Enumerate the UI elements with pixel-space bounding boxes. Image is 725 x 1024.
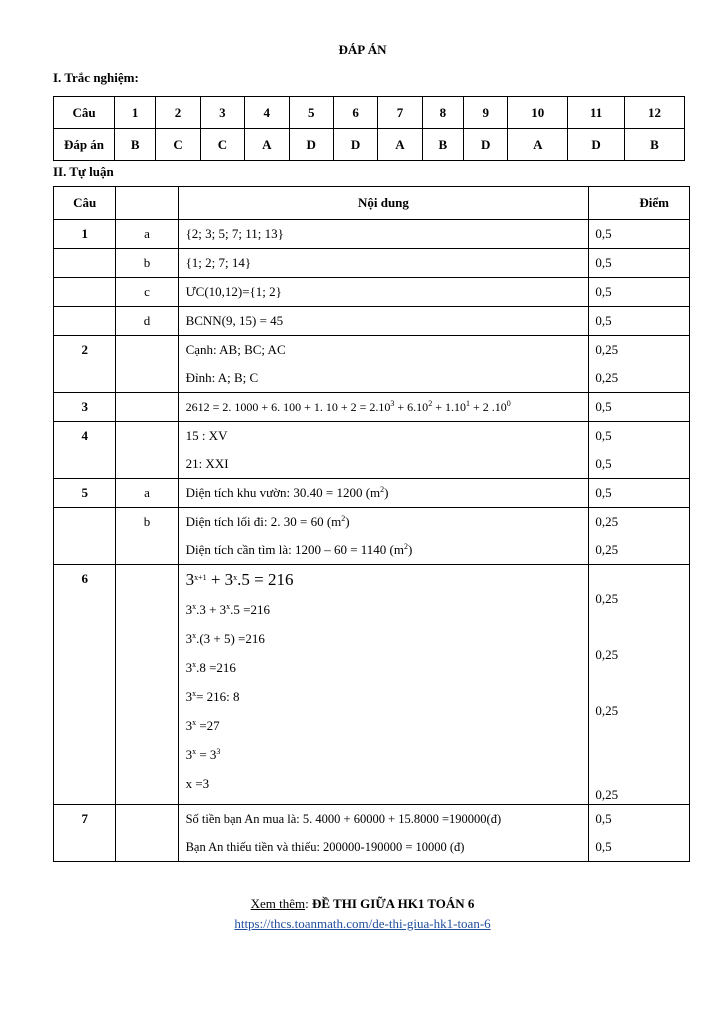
answer-content: 21: XXI — [185, 456, 229, 471]
solution-step: $3^x.8 =216$ — [185, 660, 236, 675]
solution-step: $3^x = 3^3$ — [185, 747, 221, 762]
section-essay-heading: II. Tự luận — [53, 164, 114, 179]
question-number: 6 — [81, 571, 88, 586]
header-noidung: Nội dung — [178, 187, 589, 220]
mc-answer: C — [200, 129, 244, 161]
score: 0,5 — [595, 456, 612, 471]
score: 0,5 — [595, 284, 612, 299]
table-row — [54, 336, 690, 393]
answer-content: Diện tích cần tìm là: 1200 – 60 = 1140 $(m^2)$ — [185, 542, 413, 557]
mc-question-number: 6 — [333, 97, 377, 129]
table-row — [54, 249, 690, 278]
mc-answer: A — [378, 129, 422, 161]
equation: $3^{x+1} + 3^x.5 = 216$ — [185, 570, 294, 589]
see-more-link[interactable]: https://thcs.toanmath.com/de-thi-giua-hk1-toan-6 — [234, 916, 491, 931]
answer-content: Cạnh: AB; BC; AC — [185, 342, 286, 357]
mc-answer: A — [245, 129, 289, 161]
mc-question-number: 8 — [422, 97, 463, 129]
see-more-title: ĐỀ THI GIỮA HK1 TOÁN 6 — [311, 896, 475, 911]
answer-content: Diện tích lối đi: 2. 30 = 60 $(m^2)$ — [185, 514, 350, 529]
score: 0,5 — [595, 811, 612, 826]
score: 0,25 — [595, 542, 619, 557]
score: 0,5 — [595, 485, 612, 500]
table-row — [54, 805, 690, 862]
score: 0,5 — [595, 839, 612, 854]
header-cau: Câu — [54, 187, 116, 220]
sub-part: c — [144, 284, 150, 299]
mc-answer-row — [54, 129, 685, 161]
mc-question-number: 4 — [245, 97, 289, 129]
mc-question-number: 12 — [625, 97, 685, 129]
sub-part: b — [143, 514, 151, 529]
essay-answer-table — [53, 186, 690, 862]
table-row — [54, 565, 690, 805]
mc-question-row — [54, 97, 685, 129]
mc-question-number: 3 — [200, 97, 244, 129]
mc-question-number: 5 — [289, 97, 333, 129]
mc-row-label: Đáp án — [54, 129, 115, 161]
mc-answer: D — [464, 129, 508, 161]
header-diem: Điểm — [589, 187, 690, 220]
essay-header-row — [54, 187, 690, 220]
solution-step: $3^x.(3 + 5) =216$ — [185, 631, 265, 646]
mc-answer: A — [508, 129, 568, 161]
question-number: 3 — [81, 399, 88, 414]
mc-answer: B — [115, 129, 156, 161]
mc-answer: D — [333, 129, 377, 161]
question-number: 1 — [81, 226, 88, 241]
mc-question-number: 11 — [568, 97, 625, 129]
score: 0,25 — [595, 787, 619, 802]
answer-content: {2; 3; 5; 7; 11; 13} — [185, 226, 284, 241]
page-title: ĐÁP ÁN — [338, 42, 387, 57]
header-sub — [116, 187, 178, 220]
answer-content: Diện tích khu vườn: 30.40 = 1200 $(m^2)$ — [185, 485, 389, 500]
table-row — [54, 220, 690, 249]
solution-step: $3^x= 216$: 8 — [185, 689, 240, 704]
mc-question-number: 7 — [378, 97, 422, 129]
table-row — [54, 508, 690, 565]
table-row — [54, 479, 690, 508]
answer-content: 15 : XV — [185, 428, 228, 443]
see-more-label: Xem thêm — [250, 896, 306, 911]
score: 0,25 — [595, 703, 619, 718]
answer-content: Đỉnh: A; B; C — [185, 370, 259, 385]
sub-part: b — [143, 255, 151, 270]
table-row — [54, 393, 690, 422]
answer-content: {1; 2; 7; 14} — [185, 255, 252, 270]
mc-question-number: 2 — [156, 97, 200, 129]
question-number: 2 — [81, 342, 88, 357]
table-row — [54, 278, 690, 307]
answer-content: 2612 = 2. 1000 + 6. 100 + 1. $10 + 2 = 2.10^3 + 6.10^2 + 1.10^1 + 2$ $.10^0$ — [185, 399, 511, 414]
question-number: 7 — [81, 811, 88, 826]
mc-question-number: 9 — [464, 97, 508, 129]
score: 0,5 — [595, 313, 612, 328]
question-number: 4 — [81, 428, 88, 443]
table-row — [54, 307, 690, 336]
mc-question-number: 10 — [508, 97, 568, 129]
multiple-choice-table — [53, 96, 685, 161]
score: 0,25 — [595, 647, 619, 662]
score: 0,5 — [595, 226, 612, 241]
sub-part: a — [144, 226, 150, 241]
score: 0,25 — [595, 370, 619, 385]
question-number: 5 — [81, 485, 88, 500]
mc-question-number: 1 — [115, 97, 156, 129]
score: 0,5 — [595, 255, 612, 270]
solution-step: $3^x =27$ — [185, 718, 220, 733]
answer-content: Bạn An thiếu tiền và thiếu: 200000-190000 = 10000 (đ) — [185, 840, 465, 854]
mc-row-label: Câu — [54, 97, 115, 129]
score: 0,25 — [595, 514, 619, 529]
mc-answer: D — [289, 129, 333, 161]
table-row — [54, 422, 690, 479]
sub-part: d — [143, 313, 151, 328]
mc-answer: C — [156, 129, 200, 161]
score: 0,5 — [595, 399, 612, 414]
solution-step: $3^x.3 + 3^x.5 =216$ — [185, 602, 270, 617]
see-more-line: Xem thêm: ĐỀ THI GIỮA HK1 TOÁN 6 — [250, 896, 475, 911]
mc-answer: B — [422, 129, 463, 161]
answer-content: Số tiền bạn An mua là: 5. 4000 + 60000 + 15.8000 =190000(đ) — [185, 812, 502, 826]
section-multiple-choice-heading: I. Trắc nghiệm: — [53, 70, 139, 85]
mc-answer: B — [625, 129, 685, 161]
score: 0,5 — [595, 428, 612, 443]
solution-step: x =3 — [185, 776, 210, 791]
answer-content: ƯC(10,12)={1; 2} — [185, 284, 282, 299]
mc-answer: D — [568, 129, 625, 161]
answer-content: BCNN(9, 15) = 45 — [185, 313, 284, 328]
score: 0,25 — [595, 591, 619, 606]
score: 0,25 — [595, 342, 619, 357]
sub-part: a — [144, 485, 150, 500]
